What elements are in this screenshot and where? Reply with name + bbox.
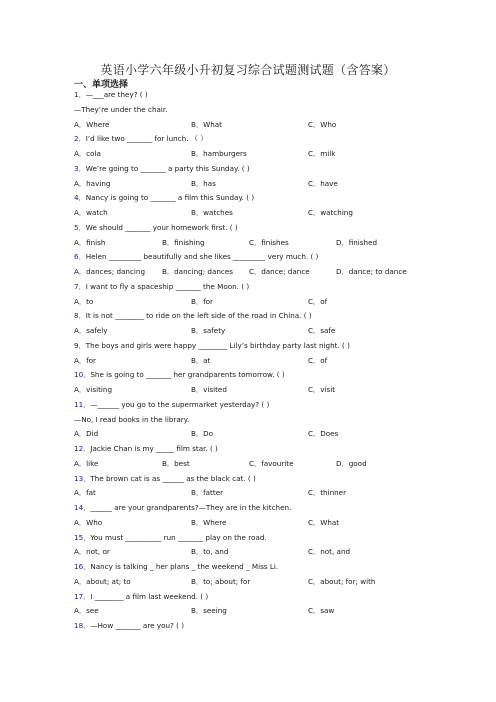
question-stem xyxy=(74,590,484,605)
question-stem xyxy=(74,132,484,147)
option-a[interactable]: A．safely xyxy=(74,326,108,335)
options-row xyxy=(74,575,484,590)
question-stem xyxy=(74,501,484,516)
question-text: I want to fly a spaceship _______ the Moon. ( ) xyxy=(85,281,250,291)
option-c[interactable]: C．Does xyxy=(308,429,339,439)
option-c[interactable]: C．of xyxy=(308,296,328,306)
question-number: 9． xyxy=(74,340,86,350)
question-text: —How _______ are you? ( ) xyxy=(90,621,185,630)
option-b[interactable]: B．safety xyxy=(191,326,226,335)
question-stem xyxy=(74,619,484,634)
question-stem xyxy=(74,442,484,457)
option-c[interactable]: C．safe xyxy=(308,326,336,335)
option-d[interactable]: D．good xyxy=(336,458,367,468)
question-number: 13． xyxy=(74,473,91,483)
option-a[interactable]: A．cola xyxy=(74,149,101,158)
options-row xyxy=(74,177,484,192)
option-c[interactable]: C．saw xyxy=(308,606,335,616)
question-number: 15． xyxy=(74,532,91,542)
option-b[interactable]: B．for xyxy=(191,296,214,306)
question-text: I’d like two _______ for lunch. （ ） xyxy=(85,134,208,144)
question-number: 6． xyxy=(74,252,86,262)
question-stem xyxy=(74,560,484,575)
option-b[interactable]: B．to, and xyxy=(191,547,229,557)
question-reply: —No, I read books in the library. xyxy=(74,414,190,424)
question-text: Helen _________ beautifully and she likes _________ very much. ( ) xyxy=(85,252,319,262)
question-text: —___are they? ( ) xyxy=(85,90,148,99)
options-row xyxy=(74,354,484,369)
question-text: The brown cat is as ______ as the black cat. ( ) xyxy=(90,473,256,483)
option-b[interactable]: B．at xyxy=(191,355,211,365)
question-stem xyxy=(74,221,484,236)
option-a[interactable]: A．Did xyxy=(74,429,99,439)
option-a[interactable]: A．to xyxy=(74,296,94,306)
option-a[interactable]: A．like xyxy=(74,458,99,468)
question-stem xyxy=(74,531,484,546)
option-b[interactable]: B．Where xyxy=(191,517,227,527)
question-text: The boys and girls were happy ________ Lily’s birthday party last night. ( ) xyxy=(85,340,350,350)
question-stem xyxy=(74,162,484,177)
option-c[interactable]: C．have xyxy=(308,178,338,188)
options-row xyxy=(74,265,484,280)
question-number: 12． xyxy=(74,444,91,453)
options-row xyxy=(74,516,484,531)
option-a[interactable]: A．fat xyxy=(74,488,96,498)
question-number: 7． xyxy=(74,281,86,291)
question-number: 18． xyxy=(74,621,91,630)
option-a[interactable]: A．about; at; to xyxy=(74,576,131,586)
option-d[interactable]: D．finished xyxy=(336,237,378,247)
option-c[interactable]: C．thinner xyxy=(308,488,347,498)
question-number: 1． xyxy=(74,90,86,99)
question-stem xyxy=(74,368,484,383)
question-number: 4． xyxy=(74,193,86,203)
option-c[interactable]: C．not, and xyxy=(308,547,351,557)
option-b[interactable]: B．seeing xyxy=(191,606,227,616)
question-number: 8． xyxy=(74,311,86,321)
option-c[interactable]: C．What xyxy=(308,517,340,527)
options-row xyxy=(74,118,484,133)
option-b[interactable]: B．Do xyxy=(191,429,214,439)
option-a[interactable]: A．Where xyxy=(74,119,110,129)
question-text: Nancy is going to _______ a film this Sunday. ( ) xyxy=(85,193,255,203)
question-text: —______ you go to the supermarket yesterday? ( ) xyxy=(90,399,270,409)
option-b[interactable]: B．dancing; dances xyxy=(162,267,234,276)
option-b[interactable]: B．finishing xyxy=(162,237,205,247)
option-b[interactable]: B．best xyxy=(162,458,190,468)
option-c[interactable]: C．about; for; with xyxy=(308,576,376,586)
options-row xyxy=(74,427,484,442)
option-b[interactable]: B．fatter xyxy=(191,488,224,498)
options-row xyxy=(74,236,484,251)
options-row xyxy=(74,147,484,162)
option-a[interactable]: A．dances; dancing xyxy=(74,267,146,276)
options-row xyxy=(74,457,484,472)
option-a[interactable]: A．visiting xyxy=(74,385,113,394)
option-a[interactable]: A．for xyxy=(74,355,96,365)
question-reply: —They’re under the chair. xyxy=(74,104,168,114)
option-a[interactable]: A．Who xyxy=(74,517,103,527)
option-a[interactable]: A．not, or xyxy=(74,547,110,557)
question-number: 3． xyxy=(74,163,86,173)
option-a[interactable]: A．see xyxy=(74,606,99,616)
option-a[interactable]: A．watch xyxy=(74,208,108,217)
option-b[interactable]: B．to; about; for xyxy=(191,576,251,586)
option-c[interactable]: C．milk xyxy=(308,149,336,158)
option-c[interactable]: C．Who xyxy=(308,119,337,129)
option-b[interactable]: B．watches xyxy=(191,208,233,217)
question-number: 2． xyxy=(74,134,86,144)
question-text: ______ are your grandparents?—They are in the kitchen. xyxy=(90,503,292,512)
options-row xyxy=(74,324,484,339)
question-stem xyxy=(74,472,484,487)
question-number: 16． xyxy=(74,562,91,571)
question-text: You must __________ run _______ play on the road. xyxy=(90,532,267,542)
option-b[interactable]: B．hamburgers xyxy=(191,149,247,158)
options-row xyxy=(74,206,484,221)
question-stem xyxy=(74,280,484,295)
question-list xyxy=(74,88,484,634)
options-row xyxy=(74,545,484,560)
option-c[interactable]: C．watching xyxy=(308,208,353,217)
option-d[interactable]: D．dance; to dance xyxy=(336,267,407,276)
question-text: We should _______ your homework first. ( ) xyxy=(85,222,238,232)
option-a[interactable]: A．having xyxy=(74,178,111,188)
option-b[interactable]: B．visited xyxy=(191,385,227,394)
options-row xyxy=(74,295,484,310)
option-b[interactable]: B．What xyxy=(191,119,223,129)
question-text: We’re going to _______ a party this Sunday. ( ) xyxy=(85,163,250,173)
question-number: 14． xyxy=(74,503,91,512)
options-row xyxy=(74,604,484,619)
question-text: Nancy is talking _ her plans _ the weekend _ Miss Li. xyxy=(90,562,279,571)
question-number: 5． xyxy=(74,222,86,232)
question-stem xyxy=(74,339,484,354)
question-text: It is not ________ to ride on the left side of the road in China. ( ) xyxy=(85,311,312,321)
question-stem xyxy=(74,191,484,206)
question-stem xyxy=(74,250,484,265)
question-number: 10． xyxy=(74,370,91,380)
question-stem xyxy=(74,309,484,324)
question-text: Jackie Chan is my _____ film star. ( ) xyxy=(90,444,218,453)
question-number: 17． xyxy=(74,591,91,601)
question-text: I ________ a film last weekend. ( ) xyxy=(90,591,209,601)
option-b[interactable]: B．has xyxy=(191,178,216,188)
question-stem xyxy=(74,398,484,413)
options-row xyxy=(74,486,484,501)
question-number: 11． xyxy=(74,399,91,409)
option-c[interactable]: C．dance; dance xyxy=(249,267,310,276)
option-c[interactable]: C．finishes xyxy=(249,237,289,247)
question-stem xyxy=(74,88,484,103)
option-a[interactable]: A．finish xyxy=(74,237,106,247)
section-heading: 一、单项选择 xyxy=(74,80,129,90)
option-c[interactable]: C．of xyxy=(308,355,328,365)
option-c[interactable]: C．favourite xyxy=(249,458,294,468)
page-title: 英语小学六年级小升初复习综合试题测试题（含答案） xyxy=(100,63,396,77)
question-text: She is going to _______ her grandparents tomorrow. ( ) xyxy=(90,370,285,380)
options-row xyxy=(74,383,484,398)
option-c[interactable]: C．visit xyxy=(308,385,336,394)
